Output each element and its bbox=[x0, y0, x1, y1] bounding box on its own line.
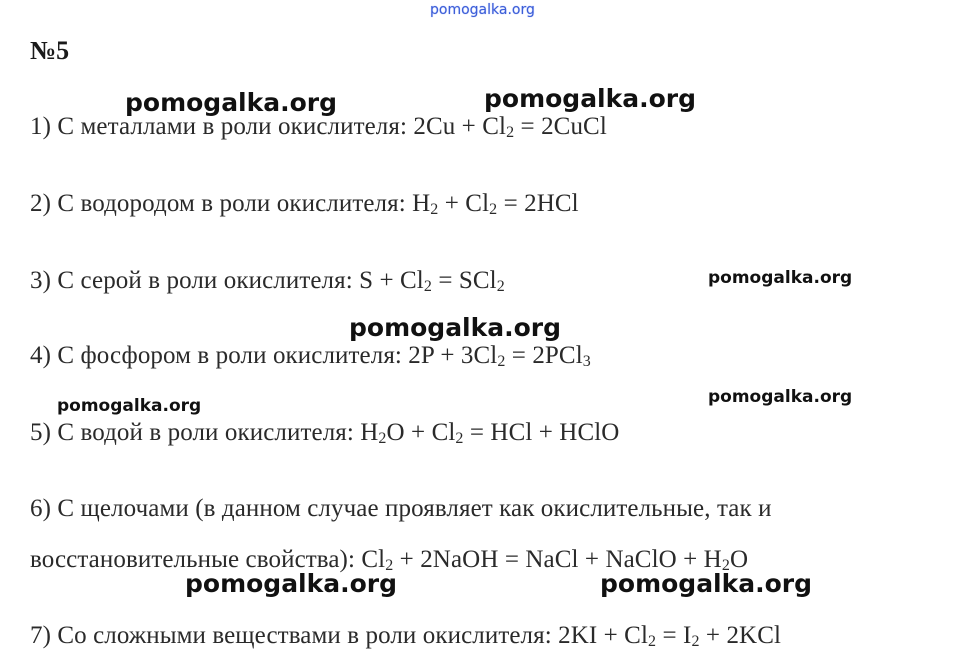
reaction-line-4: 4) С фосфором в роли окислителя: $2P + 3Cl_2 = 2PCl_3$ bbox=[30, 342, 591, 370]
watermark-4: pomogalka.org bbox=[349, 313, 562, 342]
watermark-8: pomogalka.org bbox=[600, 569, 813, 598]
reaction-line-6a: 6) С щелочами (в данном случае проявляет как окислительные, так и bbox=[30, 495, 772, 522]
reaction-line-1: 1) С металлами в роли окислителя: $2Cu + Cl_2$ = 2CuCl bbox=[30, 113, 607, 141]
reaction-line-6b: восстановительные свойства): $Cl_2$ + 2NaOH = NaCl + NaClO + $H_2O$ bbox=[30, 546, 749, 574]
watermark-2: pomogalka.org bbox=[484, 84, 697, 113]
watermark-top: pomogalka.org bbox=[430, 2, 535, 18]
reaction-line-2: 2) С водородом в роли окислителя: $H_2 + Cl_2 = 2HCl$ bbox=[30, 190, 579, 218]
watermark-7: pomogalka.org bbox=[185, 569, 398, 598]
watermark-5: pomogalka.org bbox=[708, 387, 853, 407]
reaction-line-3: 3) С серой в роли окислителя: $S + Cl_2 = SCl_2$ bbox=[30, 267, 505, 295]
problem-number: №5 bbox=[30, 36, 70, 65]
watermark-6: pomogalka.org bbox=[57, 396, 202, 416]
watermark-3: pomogalka.org bbox=[708, 268, 853, 288]
reaction-line-7: 7) Со сложными веществами в роли окислителя: $2KI + Cl_2 = I_2 + 2KCl$ bbox=[30, 622, 782, 650]
reaction-line-5: 5) С водой в роли окислителя: $H_2O + Cl_2$ = HCl + HClO bbox=[30, 419, 620, 447]
watermark-1: pomogalka.org bbox=[125, 88, 338, 117]
